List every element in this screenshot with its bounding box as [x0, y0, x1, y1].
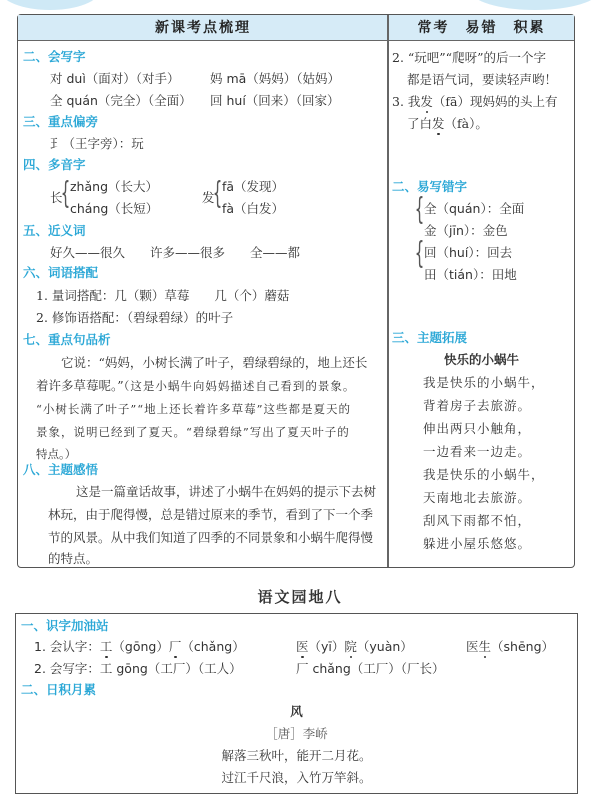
- text: 医: [466, 639, 479, 654]
- text-line: [407, 115, 488, 133]
- left-header: 新课考点梳理: [18, 15, 388, 41]
- text-line: 全（quán）：全面: [424, 201, 525, 216]
- text-line: [34, 638, 245, 656]
- brace: {: [212, 176, 223, 211]
- text-line: ⺩（王字旁）：玩: [50, 136, 144, 151]
- section-heading: 六、词语搭配: [23, 265, 99, 280]
- section-heading: 二、会写字: [23, 49, 86, 64]
- text-line: 1. 量词搭配：几（颗）草莓 几（个）蘑菇: [36, 288, 290, 303]
- text-line: 回 huí（回来）（回家）: [210, 93, 340, 108]
- poem-author: ［唐］李峤: [265, 726, 328, 741]
- text-line: 景象，说明已经到了夏天。“碧绿碧绿”写出了夏天叶子的: [36, 425, 350, 439]
- column-divider: [387, 15, 389, 567]
- section-heading: 七、重点句品析: [23, 332, 111, 347]
- text: 了白: [407, 116, 433, 131]
- pinyin: （chǎng）: [181, 639, 245, 654]
- decoration: [0, 0, 100, 10]
- text-line: 这是一篇童话故事，讲述了小蜗牛在妈妈的提示下去树: [76, 484, 377, 499]
- brace: {: [414, 192, 425, 227]
- poem-line: 伸出两只小触角，: [423, 421, 532, 436]
- section-heading: 二、日积月累: [21, 682, 97, 697]
- text-line: [466, 638, 554, 656]
- poem-line: 一边看来一边走。: [423, 444, 532, 459]
- section-heading: 三、重点偏旁: [23, 114, 99, 129]
- text-line: zhǎng（长大）: [70, 179, 159, 194]
- text-line: 好久——很久 许多——很多 全——都: [50, 245, 301, 260]
- decoration: [470, 0, 600, 10]
- text-line: 全 quán（完全）（全面）: [50, 93, 192, 108]
- text-line: 都是语气词，要读轻声哟！: [407, 72, 558, 87]
- brace: {: [60, 176, 71, 211]
- text-line: [296, 638, 413, 656]
- text-line: 的特点。: [48, 551, 99, 566]
- dotted-char: 厂: [168, 639, 182, 654]
- right-header: 常考 易错 积累: [389, 15, 574, 41]
- section-title: 语文园地八: [257, 588, 343, 606]
- polyphone-char: 长: [50, 190, 63, 205]
- text-line: 林玩，由于爬得慢，总是错过原来的季节，看到了下一个季: [48, 507, 374, 522]
- label: 1. 会认字：: [34, 639, 100, 654]
- pinyin: （yī）: [308, 639, 345, 654]
- text-line: 它说：“妈妈，小树长满了叶子，碧绿碧绿的，地上还长: [61, 355, 368, 370]
- text-line: 2. “玩吧”“爬呀”的后一个字: [392, 50, 546, 65]
- dotted-char: 发: [420, 94, 433, 109]
- text-line: 田（tián）：田地: [424, 267, 517, 282]
- poem-line: 解落三秋叶，能开二月花。: [221, 748, 372, 763]
- text: （fā）现妈妈的头上有: [432, 94, 558, 109]
- text-line: 妈 mā（妈妈）（姑妈）: [210, 71, 341, 86]
- section-heading: 二、易写错字: [392, 179, 468, 194]
- pinyin: （gōng）: [112, 639, 169, 654]
- section-heading: 五、近义词: [23, 223, 86, 238]
- lesson-summary-box: [17, 14, 575, 568]
- section-heading: 四、多音字: [23, 157, 86, 172]
- brace: {: [414, 236, 425, 271]
- poem-line: 我是快乐的小蜗牛，: [423, 467, 545, 482]
- pinyin: （shēng）: [491, 639, 555, 654]
- text-line: cháng（长短）: [70, 201, 159, 216]
- text-line: 金（jīn）：金色: [424, 223, 508, 238]
- chinese-garden-box: [15, 613, 578, 794]
- dotted-char: 医: [296, 639, 309, 654]
- polyphone-char: 发: [202, 190, 215, 205]
- text-line: 节的风景。从中我们知道了四季的不同景象和小蜗牛爬得慢: [48, 530, 374, 545]
- text-line: [36, 377, 355, 395]
- poem-line: 背着房子去旅游。: [423, 398, 532, 413]
- section-heading: 八、主题感悟: [23, 462, 99, 477]
- section-heading: 一、识字加油站: [21, 618, 109, 633]
- dotted-char: 生: [478, 639, 492, 654]
- poem-line: 过江千尺浪，入竹万竿斜。: [221, 770, 372, 785]
- poem-title: 快乐的小蜗牛: [443, 352, 519, 367]
- section-heading: 三、主题拓展: [392, 330, 468, 345]
- text-line: “小树长满了叶子”“地上还长着许多草莓”这些都是夏天的: [36, 402, 352, 416]
- text-line: fā（发现）: [222, 179, 285, 194]
- text: （fà）。: [444, 116, 488, 131]
- dotted-char: 院: [344, 639, 357, 654]
- poem-line: 天南地北去旅游。: [423, 490, 532, 505]
- dotted-char: 工: [99, 639, 113, 654]
- text: 3. 我: [392, 94, 421, 109]
- poem-line: 刮风下雨都不怕，: [423, 513, 532, 528]
- text-line: 厂 chǎng（工厂）（厂长）: [296, 661, 445, 676]
- poem-line: 躲进小屋乐悠悠。: [423, 536, 532, 551]
- text-line: 2. 修饰语搭配：（碧绿碧绿）的叶子: [36, 310, 234, 325]
- note: （这是小蜗牛向妈妈描述自己看到的景象。: [123, 379, 356, 393]
- text-line: 特点。）: [36, 447, 77, 461]
- dotted-char: 发: [432, 116, 445, 131]
- poem-title: 风: [290, 704, 303, 719]
- pinyin: （yuàn）: [356, 639, 413, 654]
- quote: 着许多草莓呢。”: [36, 378, 124, 393]
- poem-line: 我是快乐的小蜗牛，: [423, 375, 545, 390]
- text-line: 回（huí）：回去: [424, 245, 513, 260]
- text-line: [392, 93, 558, 111]
- text-line: fà（白发）: [222, 201, 285, 216]
- text-line: 对 duì（面对）（对手）: [50, 71, 180, 86]
- text-line: 2. 会写字：工 gōng（工厂）（工人）: [34, 661, 242, 676]
